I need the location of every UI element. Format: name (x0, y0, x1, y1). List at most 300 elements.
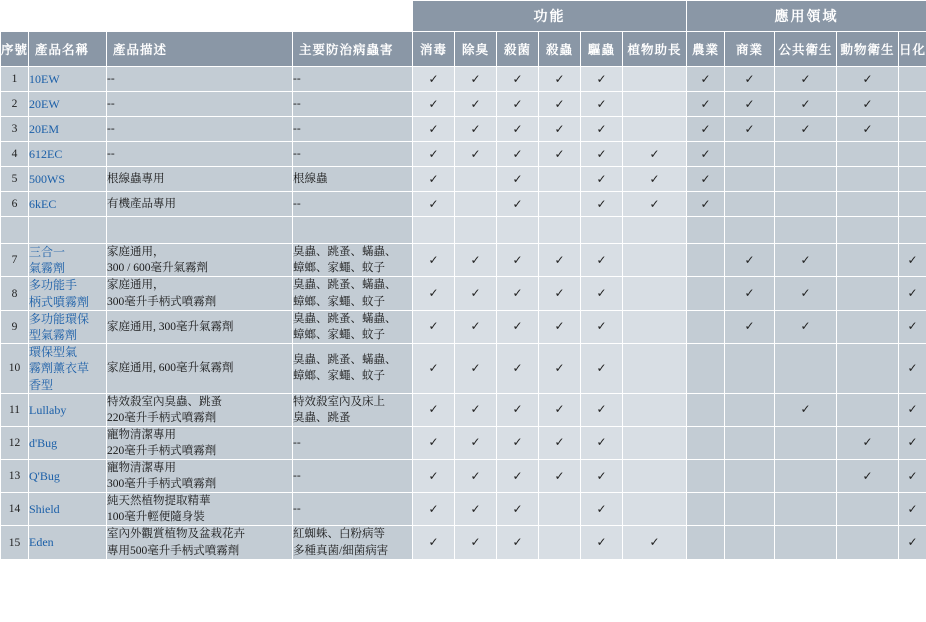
table-row (1, 344, 926, 394)
check-icon: ✓ (512, 501, 523, 516)
table-row (1, 244, 926, 277)
cell-function-plant-growth (623, 192, 687, 217)
check-icon: ✓ (907, 402, 918, 417)
cell-application-public-health (775, 244, 837, 277)
cell-function-repellent (581, 460, 623, 493)
check-icon: ✓ (512, 360, 523, 375)
cell-product-name[interactable]: 20EM (29, 117, 107, 142)
check-icon: ✓ (800, 252, 811, 267)
cell-application-household (899, 277, 926, 310)
table-row (1, 493, 926, 526)
cell-function-insecticide (539, 67, 581, 92)
cell-description: -- (107, 117, 293, 142)
check-icon: ✓ (744, 286, 755, 301)
column-header-bactericide: 殺菌 (497, 32, 539, 67)
cell-description: -- (107, 92, 293, 117)
check-icon: ✓ (512, 146, 523, 161)
cell-function-insecticide (539, 460, 581, 493)
check-icon: ✓ (862, 96, 873, 111)
check-icon: ✓ (512, 196, 523, 211)
cell-description: -- (107, 67, 293, 92)
cell-function-plant-growth (623, 426, 687, 459)
cell-application-household (899, 142, 926, 167)
cell-description: 特效殺室內臭蟲、跳蚤 220毫升手柄式噴霧劑 (107, 393, 293, 426)
check-icon: ✓ (470, 71, 481, 86)
check-icon: ✓ (596, 196, 607, 211)
cell-function-plant-growth (623, 217, 687, 244)
cell-application-agriculture (687, 192, 725, 217)
cell-application-commercial (725, 67, 775, 92)
header-group-application: 應用領域 (687, 1, 926, 32)
header-group-row (1, 1, 926, 32)
check-icon: ✓ (470, 360, 481, 375)
column-header-disinfect: 消毒 (413, 32, 455, 67)
header-group-function: 功能 (413, 1, 687, 32)
cell-function-deodorize (455, 92, 497, 117)
cell-function-bactericide (497, 217, 539, 244)
cell-application-commercial (725, 92, 775, 117)
cell-function-deodorize (455, 277, 497, 310)
check-icon: ✓ (700, 71, 711, 86)
table-row (1, 142, 926, 167)
cell-function-plant-growth (623, 92, 687, 117)
check-icon: ✓ (554, 360, 565, 375)
cell-product-name[interactable]: 6kEC (29, 192, 107, 217)
cell-product-name[interactable]: 500WS (29, 167, 107, 192)
cell-application-public-health (775, 344, 837, 394)
cell-description: 室內外觀賞植物及盆栽花卉 專用500毫升手柄式噴霧劑 (107, 526, 293, 559)
column-header-animal-health: 動物衛生 (837, 32, 899, 67)
check-icon: ✓ (428, 360, 439, 375)
cell-function-disinfect (413, 493, 455, 526)
cell-function-deodorize (455, 244, 497, 277)
cell-application-animal-health (837, 117, 899, 142)
cell-product-name (29, 217, 107, 244)
cell-function-disinfect (413, 217, 455, 244)
cell-index: 9 (1, 310, 29, 343)
check-icon: ✓ (649, 196, 660, 211)
cell-product-name[interactable]: Eden (29, 526, 107, 559)
cell-function-plant-growth (623, 310, 687, 343)
check-icon: ✓ (744, 96, 755, 111)
check-icon: ✓ (649, 535, 660, 550)
cell-function-bactericide (497, 192, 539, 217)
cell-description: 家庭通用, 600毫升氣霧劑 (107, 344, 293, 394)
table-row (1, 310, 926, 343)
cell-application-animal-health (837, 310, 899, 343)
cell-index: 10 (1, 344, 29, 394)
cell-target-pests: 臭蟲、跳蚤、蟎蟲、 蟑螂、家蠅、蚊子 (293, 277, 413, 310)
check-icon: ✓ (596, 96, 607, 111)
cell-description: 根線蟲專用 (107, 167, 293, 192)
cell-index: 13 (1, 460, 29, 493)
cell-index: 12 (1, 426, 29, 459)
cell-function-disinfect (413, 526, 455, 559)
cell-application-agriculture (687, 67, 725, 92)
column-header-repellent: 驅蟲 (581, 32, 623, 67)
cell-application-agriculture (687, 117, 725, 142)
cell-application-commercial (725, 393, 775, 426)
check-icon: ✓ (470, 286, 481, 301)
check-icon: ✓ (596, 319, 607, 334)
cell-target-pests: 特效殺室內及床上 臭蟲、跳蚤 (293, 393, 413, 426)
cell-application-household (899, 344, 926, 394)
cell-target-pests: -- (293, 92, 413, 117)
cell-application-agriculture (687, 277, 725, 310)
cell-application-public-health (775, 217, 837, 244)
check-icon: ✓ (554, 319, 565, 334)
check-icon: ✓ (700, 196, 711, 211)
check-icon: ✓ (470, 319, 481, 334)
cell-application-agriculture (687, 493, 725, 526)
check-icon: ✓ (554, 286, 565, 301)
cell-application-animal-health (837, 217, 899, 244)
cell-application-animal-health (837, 344, 899, 394)
cell-application-public-health (775, 460, 837, 493)
cell-function-disinfect (413, 67, 455, 92)
cell-function-disinfect (413, 393, 455, 426)
cell-application-animal-health (837, 92, 899, 117)
cell-application-commercial (725, 426, 775, 459)
cell-product-name[interactable]: 10EW (29, 67, 107, 92)
check-icon: ✓ (744, 319, 755, 334)
cell-application-agriculture (687, 244, 725, 277)
check-icon: ✓ (428, 535, 439, 550)
cell-application-public-health (775, 67, 837, 92)
cell-application-animal-health (837, 460, 899, 493)
cell-description: 家庭通用， 300 / 600毫升氣霧劑 (107, 244, 293, 277)
column-header-public-health: 公共衛生 (775, 32, 837, 67)
cell-function-plant-growth (623, 393, 687, 426)
cell-application-household (899, 526, 926, 559)
check-icon: ✓ (470, 435, 481, 450)
cell-function-insecticide (539, 192, 581, 217)
cell-function-insecticide (539, 426, 581, 459)
cell-function-deodorize (455, 426, 497, 459)
check-icon: ✓ (428, 468, 439, 483)
cell-function-repellent (581, 393, 623, 426)
check-icon: ✓ (596, 501, 607, 516)
table-row (1, 277, 926, 310)
cell-function-bactericide (497, 493, 539, 526)
cell-description: 寵物清潔專用 220毫升手柄式噴霧劑 (107, 426, 293, 459)
cell-function-insecticide (539, 117, 581, 142)
check-icon: ✓ (512, 402, 523, 417)
check-icon: ✓ (428, 435, 439, 450)
cell-function-plant-growth (623, 460, 687, 493)
cell-function-disinfect (413, 92, 455, 117)
check-icon: ✓ (907, 468, 918, 483)
cell-application-household (899, 92, 926, 117)
cell-application-animal-health (837, 393, 899, 426)
cell-function-repellent (581, 142, 623, 167)
cell-application-agriculture (687, 526, 725, 559)
cell-application-public-health (775, 167, 837, 192)
cell-application-household (899, 167, 926, 192)
cell-application-household (899, 393, 926, 426)
check-icon: ✓ (554, 402, 565, 417)
check-icon: ✓ (744, 252, 755, 267)
check-icon: ✓ (800, 71, 811, 86)
check-icon: ✓ (800, 121, 811, 136)
check-icon: ✓ (907, 286, 918, 301)
cell-function-deodorize (455, 67, 497, 92)
table-row (1, 393, 926, 426)
cell-function-insecticide (539, 142, 581, 167)
check-icon: ✓ (596, 252, 607, 267)
check-icon: ✓ (554, 252, 565, 267)
cell-function-bactericide (497, 277, 539, 310)
cell-application-household (899, 192, 926, 217)
cell-product-name[interactable]: 多功能手 柄式噴霧劑 (29, 277, 107, 310)
cell-target-pests: -- (293, 67, 413, 92)
cell-application-commercial (725, 526, 775, 559)
check-icon: ✓ (554, 121, 565, 136)
cell-product-name[interactable]: Shield (29, 493, 107, 526)
cell-product-name[interactable]: 多功能環保 型氣霧劑 (29, 310, 107, 343)
cell-application-animal-health (837, 277, 899, 310)
table-row (1, 426, 926, 459)
cell-application-public-health (775, 92, 837, 117)
cell-function-deodorize (455, 142, 497, 167)
cell-function-repellent (581, 344, 623, 394)
cell-function-deodorize (455, 310, 497, 343)
cell-product-name[interactable]: 612EC (29, 142, 107, 167)
table-row (1, 526, 926, 559)
cell-application-agriculture (687, 310, 725, 343)
cell-function-disinfect (413, 277, 455, 310)
cell-function-repellent (581, 117, 623, 142)
cell-function-disinfect (413, 310, 455, 343)
cell-application-household (899, 117, 926, 142)
check-icon: ✓ (512, 121, 523, 136)
cell-application-public-health (775, 310, 837, 343)
cell-application-agriculture (687, 142, 725, 167)
cell-function-insecticide (539, 277, 581, 310)
column-header-household: 日化 (899, 32, 926, 67)
cell-function-insecticide (539, 217, 581, 244)
check-icon: ✓ (428, 71, 439, 86)
cell-description: 家庭通用, 300毫升氣霧劑 (107, 310, 293, 343)
check-icon: ✓ (700, 121, 711, 136)
cell-application-household (899, 460, 926, 493)
cell-function-plant-growth (623, 117, 687, 142)
cell-function-repellent (581, 526, 623, 559)
cell-application-animal-health (837, 493, 899, 526)
cell-index: 5 (1, 167, 29, 192)
cell-application-animal-health (837, 192, 899, 217)
cell-function-bactericide (497, 142, 539, 167)
check-icon: ✓ (470, 501, 481, 516)
cell-product-name[interactable]: d'Bug (29, 426, 107, 459)
cell-application-commercial (725, 217, 775, 244)
cell-index: 7 (1, 244, 29, 277)
cell-function-disinfect (413, 344, 455, 394)
cell-application-public-health (775, 493, 837, 526)
cell-function-deodorize (455, 117, 497, 142)
cell-application-public-health (775, 117, 837, 142)
header-group-blank (1, 1, 413, 32)
cell-function-insecticide (539, 92, 581, 117)
cell-description: -- (107, 142, 293, 167)
cell-function-repellent (581, 92, 623, 117)
check-icon: ✓ (862, 435, 873, 450)
check-icon: ✓ (470, 146, 481, 161)
cell-function-repellent (581, 217, 623, 244)
check-icon: ✓ (512, 71, 523, 86)
cell-application-commercial (725, 117, 775, 142)
cell-application-animal-health (837, 67, 899, 92)
cell-index: 4 (1, 142, 29, 167)
cell-application-household (899, 217, 926, 244)
check-icon: ✓ (512, 171, 523, 186)
check-icon: ✓ (554, 435, 565, 450)
cell-application-agriculture (687, 217, 725, 244)
cell-function-insecticide (539, 393, 581, 426)
cell-application-agriculture (687, 426, 725, 459)
check-icon: ✓ (512, 286, 523, 301)
cell-function-bactericide (497, 344, 539, 394)
cell-index: 8 (1, 277, 29, 310)
cell-description: 家庭通用， 300毫升手柄式噴霧劑 (107, 277, 293, 310)
check-icon: ✓ (596, 71, 607, 86)
cell-application-commercial (725, 167, 775, 192)
check-icon: ✓ (512, 96, 523, 111)
column-header-product-name: 產品名稱 (29, 32, 107, 67)
cell-function-repellent (581, 67, 623, 92)
cell-product-name[interactable]: 環保型氣 霧劑薰衣草 香型 (29, 344, 107, 394)
check-icon: ✓ (907, 252, 918, 267)
cell-function-bactericide (497, 92, 539, 117)
cell-product-name[interactable]: 三合一 氣霧劑 (29, 244, 107, 277)
cell-target-pests: -- (293, 493, 413, 526)
cell-function-plant-growth (623, 344, 687, 394)
cell-function-disinfect (413, 117, 455, 142)
cell-index: 3 (1, 117, 29, 142)
table-body (1, 67, 926, 560)
check-icon: ✓ (512, 252, 523, 267)
check-icon: ✓ (862, 121, 873, 136)
cell-application-agriculture (687, 460, 725, 493)
check-icon: ✓ (649, 146, 660, 161)
cell-application-animal-health (837, 167, 899, 192)
check-icon: ✓ (512, 468, 523, 483)
cell-application-household (899, 67, 926, 92)
check-icon: ✓ (596, 402, 607, 417)
cell-function-plant-growth (623, 526, 687, 559)
check-icon: ✓ (470, 121, 481, 136)
check-icon: ✓ (596, 146, 607, 161)
check-icon: ✓ (700, 171, 711, 186)
column-header-insecticide: 殺蟲 (539, 32, 581, 67)
column-header-index: 序號 (1, 32, 29, 67)
cell-target-pests: 臭蟲、跳蚤、蟎蟲、 蟑螂、家蠅、蚊子 (293, 344, 413, 394)
cell-target-pests: 臭蟲、跳蚤、蟎蟲、 蟑螂、家蠅、蚊子 (293, 244, 413, 277)
column-header-commercial: 商業 (725, 32, 775, 67)
check-icon: ✓ (596, 171, 607, 186)
cell-target-pests: 臭蟲、跳蚤、蟎蟲、 蟑螂、家蠅、蚊子 (293, 310, 413, 343)
cell-function-plant-growth (623, 277, 687, 310)
cell-target-pests: -- (293, 117, 413, 142)
cell-application-agriculture (687, 167, 725, 192)
table-row (1, 92, 926, 117)
cell-function-plant-growth (623, 67, 687, 92)
cell-function-disinfect (413, 192, 455, 217)
check-icon: ✓ (428, 402, 439, 417)
cell-application-public-health (775, 192, 837, 217)
cell-application-commercial (725, 192, 775, 217)
check-icon: ✓ (907, 535, 918, 550)
check-icon: ✓ (554, 71, 565, 86)
check-icon: ✓ (649, 171, 660, 186)
check-icon: ✓ (800, 96, 811, 111)
cell-target-pests: -- (293, 426, 413, 459)
cell-target-pests: 根線蟲 (293, 167, 413, 192)
cell-product-name[interactable]: 20EW (29, 92, 107, 117)
column-header-agriculture: 農業 (687, 32, 725, 67)
cell-function-plant-growth (623, 167, 687, 192)
check-icon: ✓ (470, 468, 481, 483)
cell-description: 純天然植物提取精華 100毫升輕便隨身裝 (107, 493, 293, 526)
cell-target-pests: -- (293, 142, 413, 167)
cell-target-pests: -- (293, 460, 413, 493)
check-icon: ✓ (907, 360, 918, 375)
cell-function-repellent (581, 192, 623, 217)
cell-application-commercial (725, 142, 775, 167)
cell-function-deodorize (455, 526, 497, 559)
cell-application-agriculture (687, 344, 725, 394)
cell-application-commercial (725, 460, 775, 493)
cell-function-repellent (581, 277, 623, 310)
check-icon: ✓ (907, 319, 918, 334)
table-row (1, 167, 926, 192)
check-icon: ✓ (470, 96, 481, 111)
cell-application-household (899, 426, 926, 459)
check-icon: ✓ (907, 501, 918, 516)
cell-description (107, 217, 293, 244)
cell-function-bactericide (497, 526, 539, 559)
cell-function-insecticide (539, 526, 581, 559)
cell-function-bactericide (497, 426, 539, 459)
cell-function-bactericide (497, 393, 539, 426)
check-icon: ✓ (862, 71, 873, 86)
cell-function-deodorize (455, 217, 497, 244)
cell-function-bactericide (497, 310, 539, 343)
cell-function-repellent (581, 426, 623, 459)
check-icon: ✓ (428, 319, 439, 334)
cell-index: 14 (1, 493, 29, 526)
cell-function-insecticide (539, 344, 581, 394)
cell-function-plant-growth (623, 142, 687, 167)
check-icon: ✓ (596, 286, 607, 301)
cell-application-household (899, 493, 926, 526)
table-row-spacer (1, 217, 926, 244)
cell-function-disinfect (413, 167, 455, 192)
cell-function-disinfect (413, 142, 455, 167)
check-icon: ✓ (596, 121, 607, 136)
cell-product-name[interactable]: Lullaby (29, 393, 107, 426)
cell-function-bactericide (497, 460, 539, 493)
cell-target-pests: -- (293, 192, 413, 217)
cell-application-public-health (775, 393, 837, 426)
cell-application-commercial (725, 493, 775, 526)
cell-index: 2 (1, 92, 29, 117)
check-icon: ✓ (470, 252, 481, 267)
check-icon: ✓ (470, 535, 481, 550)
cell-function-deodorize (455, 460, 497, 493)
cell-index: 11 (1, 393, 29, 426)
cell-product-name[interactable]: Q'Bug (29, 460, 107, 493)
